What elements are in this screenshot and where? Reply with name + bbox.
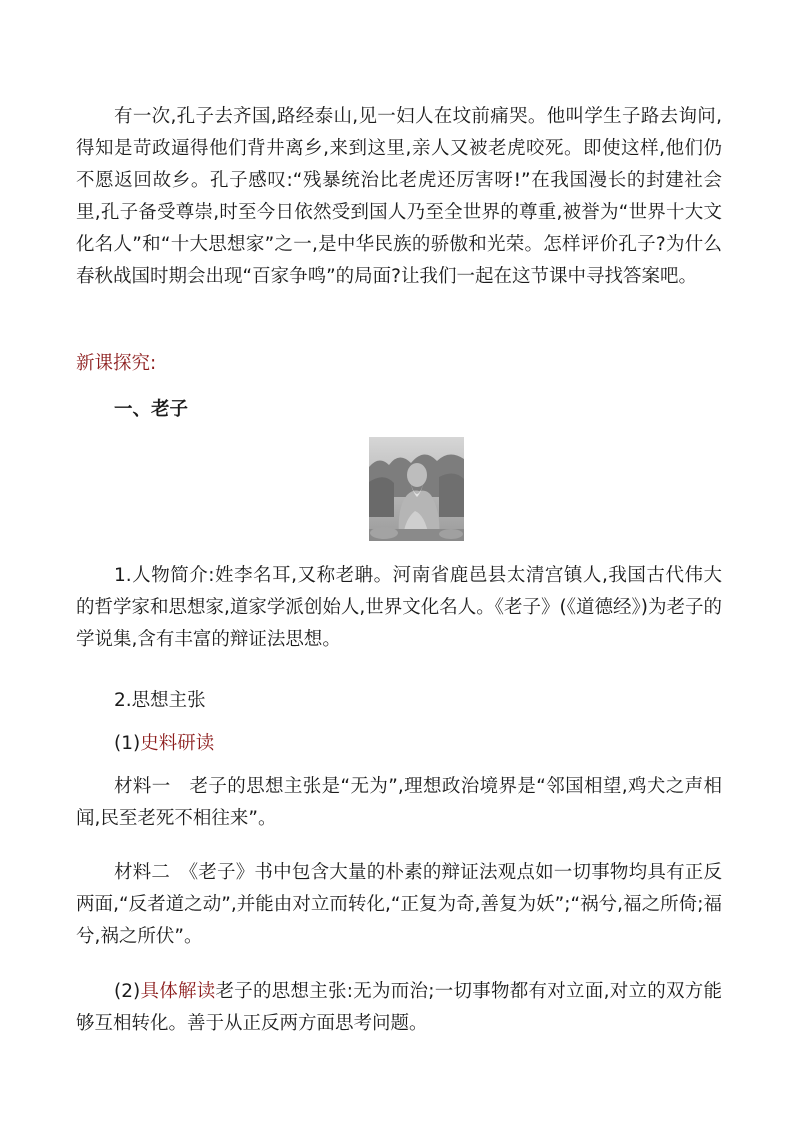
interpretation-text: 老子的思想主张:无为而治;一切事物都有对立面,对立的双方能够互相转化。善于从正反两方面思考问题。: [76, 981, 722, 1034]
interpretation-paragraph: [76, 976, 722, 1040]
laozi-statue-image: [369, 437, 464, 541]
part1-label: 史料研读: [140, 733, 215, 754]
part2-label: 具体解读: [140, 981, 216, 1002]
thought-title: 2.思想主张: [114, 690, 206, 711]
section-heading-laozi: 一、老子: [114, 399, 189, 420]
intro-paragraph: 有一次,孔子去齐国,路经泰山,见一妇人在坟前痛哭。他叫学生子路去询问,得知是苛政逼得他们背井离乡,来到这里,亲人又被老虎咬死。即使这样,他们仍不愿返回故乡。孔子感叹:“残暴统治比老虎还厉害呀!”在我国漫长的封建社会里,孔子备受尊崇,时至今日依然受到国人乃至全世界的尊重,被誉为“世界十大文化名人”和“十大思想家”之一,是中华民族的骄傲和光荣。怎样评价孔子?为什么春秋战国时期会出现“百家争鸣”的局面?让我们一起在这节课中寻找答案吧。: [76, 106, 722, 287]
material1-paragraph: 材料一 老子的思想主张是“无为”,理想政治境界是“邻国相望,鸡犬之声相闻,民至老死不相往来”。: [76, 776, 722, 829]
material2-paragraph: 材料二 《老子》书中包含大量的朴素的辩证法观点如一切事物均具有正反两面,“反者道之动”,并能由对立而转化,“正复为奇,善复为妖”;“祸兮,福之所倚;福兮,祸之所伏”。: [76, 862, 722, 947]
part2-number: (2): [114, 981, 141, 1002]
part1-line: [76, 728, 722, 760]
laozi-profile-paragraph: 1.人物简介:姓李名耳,又称老聃。河南省鹿邑县太清宫镇人,我国古代伟大的哲学家和思想家,道家学派创始人,世界文化名人。《老子》(《道德经》)为老子的学说集,含有丰富的辩证法思想。: [76, 565, 722, 650]
new-lesson-label: 新课探究:: [76, 353, 157, 374]
part1-number: (1): [114, 733, 141, 754]
